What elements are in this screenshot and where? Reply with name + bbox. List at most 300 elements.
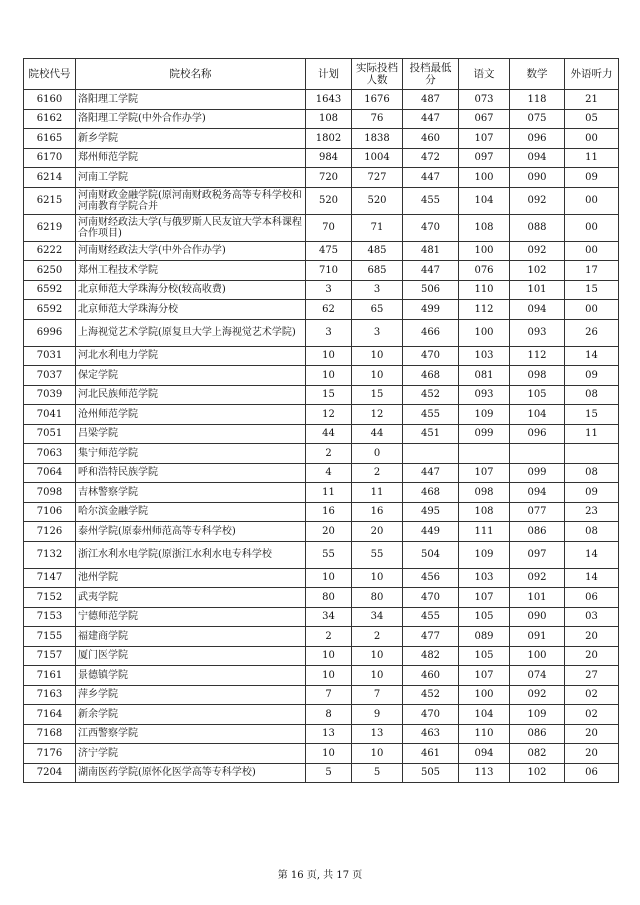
cell-actual: 1838 — [352, 129, 403, 149]
header-row — [24, 59, 619, 90]
cell-listening: 00 — [565, 187, 619, 214]
table-row — [24, 385, 619, 405]
cell-actual: 0 — [352, 444, 403, 464]
cell-listening: 08 — [565, 385, 619, 405]
page-footer: 第 16 页, 共 17 页 — [277, 870, 363, 881]
cell-math: 099 — [510, 463, 565, 483]
cell-plan: 10 — [306, 646, 352, 666]
cell-math: 086 — [510, 724, 565, 744]
cell-actual: 10 — [352, 366, 403, 386]
cell-code: 7204 — [24, 763, 76, 783]
cell-min-score: 470 — [403, 346, 459, 366]
table-row — [24, 744, 619, 764]
cell-actual: 1676 — [352, 90, 403, 110]
cell-min-score — [403, 444, 459, 464]
cell-min-score: 452 — [403, 385, 459, 405]
cell-code: 7039 — [24, 385, 76, 405]
cell-code: 7164 — [24, 705, 76, 725]
cell-actual: 3 — [352, 280, 403, 300]
cell-actual: 80 — [352, 588, 403, 608]
cell-actual: 71 — [352, 214, 403, 241]
cell-actual: 9 — [352, 705, 403, 725]
cell-listening: 09 — [565, 366, 619, 386]
cell-chinese: 094 — [459, 744, 510, 764]
cell-math: 100 — [510, 646, 565, 666]
cell-math: 091 — [510, 627, 565, 647]
cell-code: 7155 — [24, 627, 76, 647]
cell-code: 7063 — [24, 444, 76, 464]
cell-actual: 65 — [352, 300, 403, 320]
cell-listening: 11 — [565, 424, 619, 444]
cell-code: 7037 — [24, 366, 76, 386]
cell-chinese: 073 — [459, 90, 510, 110]
cell-math: 094 — [510, 148, 565, 168]
cell-name: 洛阳理工学院(中外合作办学) — [76, 109, 306, 129]
cell-math: 075 — [510, 109, 565, 129]
table-row — [24, 685, 619, 705]
cell-math: 092 — [510, 685, 565, 705]
cell-name: 景德镇学院 — [76, 666, 306, 686]
cell-actual: 13 — [352, 724, 403, 744]
cell-min-score: 451 — [403, 424, 459, 444]
cell-plan: 984 — [306, 148, 352, 168]
cell-listening: 06 — [565, 763, 619, 783]
cell-name: 浙江水利水电学院(原浙江水利水电专科学校 — [76, 541, 306, 568]
cell-min-score: 463 — [403, 724, 459, 744]
cell-math: 094 — [510, 483, 565, 503]
cell-chinese: 110 — [459, 280, 510, 300]
cell-plan: 5 — [306, 763, 352, 783]
cell-plan: 475 — [306, 241, 352, 261]
cell-code: 6219 — [24, 214, 76, 241]
cell-actual: 485 — [352, 241, 403, 261]
cell-chinese: 081 — [459, 366, 510, 386]
cell-code: 7152 — [24, 588, 76, 608]
cell-plan: 1802 — [306, 129, 352, 149]
cell-listening: 06 — [565, 588, 619, 608]
cell-name: 新乡学院 — [76, 129, 306, 149]
cell-actual: 10 — [352, 646, 403, 666]
table-row — [24, 90, 619, 110]
cell-listening: 20 — [565, 646, 619, 666]
table-row — [24, 148, 619, 168]
table-row — [24, 607, 619, 627]
cell-chinese: 100 — [459, 319, 510, 346]
cell-listening: 20 — [565, 724, 619, 744]
cell-plan: 2 — [306, 627, 352, 647]
cell-plan: 1643 — [306, 90, 352, 110]
cell-plan: 20 — [306, 522, 352, 542]
cell-name: 池州学院 — [76, 568, 306, 588]
cell-chinese: 089 — [459, 627, 510, 647]
table-row — [24, 627, 619, 647]
table-row — [24, 346, 619, 366]
cell-name: 上海视觉艺术学院(原复旦大学上海视觉艺术学院) — [76, 319, 306, 346]
cell-plan: 8 — [306, 705, 352, 725]
cell-min-score: 506 — [403, 280, 459, 300]
cell-chinese: 093 — [459, 385, 510, 405]
cell-name: 北京师范大学珠海分校(较高收费) — [76, 280, 306, 300]
cell-chinese: 100 — [459, 241, 510, 261]
cell-chinese: 107 — [459, 129, 510, 149]
cell-actual: 16 — [352, 502, 403, 522]
cell-min-score: 460 — [403, 129, 459, 149]
header-plan: 计划 — [306, 59, 352, 90]
cell-plan: 34 — [306, 607, 352, 627]
cell-listening: 09 — [565, 168, 619, 188]
cell-code: 7147 — [24, 568, 76, 588]
table-row — [24, 319, 619, 346]
cell-listening: 20 — [565, 627, 619, 647]
cell-plan: 12 — [306, 405, 352, 425]
cell-listening: 05 — [565, 109, 619, 129]
cell-actual: 727 — [352, 168, 403, 188]
cell-chinese: 103 — [459, 346, 510, 366]
cell-chinese: 112 — [459, 300, 510, 320]
cell-name: 哈尔滨金融学院 — [76, 502, 306, 522]
cell-chinese: 108 — [459, 502, 510, 522]
cell-plan: 710 — [306, 261, 352, 281]
cell-chinese — [459, 444, 510, 464]
cell-name: 吉林警察学院 — [76, 483, 306, 503]
cell-min-score: 455 — [403, 187, 459, 214]
cell-name: 郑州工程技术学院 — [76, 261, 306, 281]
cell-math: 101 — [510, 280, 565, 300]
cell-min-score: 447 — [403, 168, 459, 188]
cell-min-score: 455 — [403, 607, 459, 627]
table-row — [24, 763, 619, 783]
cell-listening: 09 — [565, 483, 619, 503]
cell-listening: 14 — [565, 346, 619, 366]
cell-math: 090 — [510, 168, 565, 188]
cell-min-score: 455 — [403, 405, 459, 425]
cell-math: 098 — [510, 366, 565, 386]
cell-actual: 11 — [352, 483, 403, 503]
header-code: 院校代号 — [24, 59, 76, 90]
cell-code: 7098 — [24, 483, 76, 503]
cell-actual: 10 — [352, 568, 403, 588]
cell-name: 宁德师范学院 — [76, 607, 306, 627]
cell-math: 102 — [510, 261, 565, 281]
table-row — [24, 424, 619, 444]
cell-plan: 520 — [306, 187, 352, 214]
cell-plan: 11 — [306, 483, 352, 503]
table-row — [24, 541, 619, 568]
cell-chinese: 104 — [459, 705, 510, 725]
cell-chinese: 103 — [459, 568, 510, 588]
cell-math: 092 — [510, 187, 565, 214]
cell-code: 7161 — [24, 666, 76, 686]
cell-code: 7051 — [24, 424, 76, 444]
header-math: 数学 — [510, 59, 565, 90]
table-row — [24, 109, 619, 129]
cell-plan: 108 — [306, 109, 352, 129]
cell-chinese: 108 — [459, 214, 510, 241]
cell-min-score: 466 — [403, 319, 459, 346]
cell-listening: 21 — [565, 90, 619, 110]
cell-listening: 23 — [565, 502, 619, 522]
cell-actual: 20 — [352, 522, 403, 542]
cell-chinese: 097 — [459, 148, 510, 168]
cell-listening: 00 — [565, 241, 619, 261]
cell-name: 郑州师范学院 — [76, 148, 306, 168]
cell-name: 福建商学院 — [76, 627, 306, 647]
cell-min-score: 447 — [403, 261, 459, 281]
cell-chinese: 100 — [459, 168, 510, 188]
table-row — [24, 187, 619, 214]
table-row — [24, 588, 619, 608]
cell-min-score: 495 — [403, 502, 459, 522]
cell-min-score: 482 — [403, 646, 459, 666]
cell-name: 河南财经政法大学(中外合作办学) — [76, 241, 306, 261]
cell-code: 6996 — [24, 319, 76, 346]
cell-code: 7031 — [24, 346, 76, 366]
cell-plan: 2 — [306, 444, 352, 464]
cell-name: 武夷学院 — [76, 588, 306, 608]
table-body — [24, 90, 619, 783]
cell-listening: 15 — [565, 280, 619, 300]
cell-min-score: 505 — [403, 763, 459, 783]
cell-actual: 7 — [352, 685, 403, 705]
cell-plan: 10 — [306, 366, 352, 386]
header-actual: 实际投档人数 — [352, 59, 403, 90]
cell-plan: 16 — [306, 502, 352, 522]
cell-name: 北京师范大学珠海分校 — [76, 300, 306, 320]
cell-actual: 685 — [352, 261, 403, 281]
table-row — [24, 366, 619, 386]
cell-listening: 00 — [565, 129, 619, 149]
cell-math: 102 — [510, 763, 565, 783]
cell-math: 093 — [510, 319, 565, 346]
cell-code: 7132 — [24, 541, 76, 568]
cell-min-score: 449 — [403, 522, 459, 542]
cell-name: 新余学院 — [76, 705, 306, 725]
cell-name: 洛阳理工学院 — [76, 90, 306, 110]
cell-listening: 03 — [565, 607, 619, 627]
cell-min-score: 468 — [403, 366, 459, 386]
cell-actual: 2 — [352, 463, 403, 483]
cell-chinese: 104 — [459, 187, 510, 214]
table-row — [24, 214, 619, 241]
table-row — [24, 502, 619, 522]
cell-chinese: 076 — [459, 261, 510, 281]
header-chinese: 语文 — [459, 59, 510, 90]
table-row — [24, 129, 619, 149]
cell-name: 保定学院 — [76, 366, 306, 386]
cell-code: 7168 — [24, 724, 76, 744]
cell-actual: 55 — [352, 541, 403, 568]
cell-math: 104 — [510, 405, 565, 425]
cell-plan: 13 — [306, 724, 352, 744]
cell-min-score: 456 — [403, 568, 459, 588]
cell-chinese: 109 — [459, 405, 510, 425]
cell-math: 082 — [510, 744, 565, 764]
cell-math: 118 — [510, 90, 565, 110]
cell-code: 7064 — [24, 463, 76, 483]
table-row — [24, 300, 619, 320]
cell-min-score: 487 — [403, 90, 459, 110]
cell-code: 6222 — [24, 241, 76, 261]
cell-math: 109 — [510, 705, 565, 725]
header-listening: 外语听力 — [565, 59, 619, 90]
cell-math: 094 — [510, 300, 565, 320]
cell-actual: 10 — [352, 744, 403, 764]
cell-math: 105 — [510, 385, 565, 405]
cell-actual: 3 — [352, 319, 403, 346]
cell-plan: 7 — [306, 685, 352, 705]
table-row — [24, 568, 619, 588]
cell-chinese: 105 — [459, 607, 510, 627]
cell-code: 6160 — [24, 90, 76, 110]
cell-name: 河南财经政法大学(与俄罗斯人民友谊大学本科课程合作项目) — [76, 214, 306, 241]
cell-plan: 80 — [306, 588, 352, 608]
cell-listening — [565, 444, 619, 464]
cell-plan: 70 — [306, 214, 352, 241]
cell-plan: 4 — [306, 463, 352, 483]
cell-chinese: 067 — [459, 109, 510, 129]
cell-actual: 34 — [352, 607, 403, 627]
cell-code: 7176 — [24, 744, 76, 764]
cell-chinese: 098 — [459, 483, 510, 503]
cell-listening: 11 — [565, 148, 619, 168]
table-row — [24, 168, 619, 188]
cell-name: 萍乡学院 — [76, 685, 306, 705]
cell-chinese: 109 — [459, 541, 510, 568]
table-row — [24, 522, 619, 542]
cell-code: 6250 — [24, 261, 76, 281]
cell-listening: 26 — [565, 319, 619, 346]
table-row — [24, 724, 619, 744]
cell-min-score: 477 — [403, 627, 459, 647]
cell-name: 集宁师范学院 — [76, 444, 306, 464]
cell-listening: 27 — [565, 666, 619, 686]
cell-code: 7157 — [24, 646, 76, 666]
cell-math: 077 — [510, 502, 565, 522]
header-name: 院校名称 — [76, 59, 306, 90]
cell-chinese: 110 — [459, 724, 510, 744]
cell-chinese: 099 — [459, 424, 510, 444]
cell-math: 112 — [510, 346, 565, 366]
cell-chinese: 113 — [459, 763, 510, 783]
cell-plan: 10 — [306, 568, 352, 588]
cell-code: 7163 — [24, 685, 76, 705]
cell-plan: 55 — [306, 541, 352, 568]
cell-plan: 10 — [306, 346, 352, 366]
cell-code: 6592 — [24, 280, 76, 300]
cell-code: 6592 — [24, 300, 76, 320]
cell-math: 092 — [510, 568, 565, 588]
admission-table — [23, 58, 619, 783]
cell-listening: 00 — [565, 300, 619, 320]
cell-actual: 15 — [352, 385, 403, 405]
cell-chinese: 105 — [459, 646, 510, 666]
cell-math: 074 — [510, 666, 565, 686]
table-row — [24, 444, 619, 464]
cell-name: 河北民族师范学院 — [76, 385, 306, 405]
cell-plan: 10 — [306, 744, 352, 764]
cell-name: 湖南医药学院(原怀化医学高等专科学校) — [76, 763, 306, 783]
cell-listening: 20 — [565, 744, 619, 764]
cell-listening: 02 — [565, 705, 619, 725]
table-row — [24, 241, 619, 261]
table-row — [24, 463, 619, 483]
table-row — [24, 280, 619, 300]
cell-name: 河南工学院 — [76, 168, 306, 188]
cell-code: 6162 — [24, 109, 76, 129]
cell-actual: 12 — [352, 405, 403, 425]
cell-listening: 17 — [565, 261, 619, 281]
cell-plan: 15 — [306, 385, 352, 405]
cell-code: 7126 — [24, 522, 76, 542]
cell-min-score: 461 — [403, 744, 459, 764]
cell-name: 吕梁学院 — [76, 424, 306, 444]
cell-plan: 3 — [306, 280, 352, 300]
table-row — [24, 705, 619, 725]
cell-name: 河南财政金融学院(原河南财政税务高等专科学校和河南教育学院合并 — [76, 187, 306, 214]
cell-min-score: 481 — [403, 241, 459, 261]
table-row — [24, 483, 619, 503]
cell-listening: 02 — [565, 685, 619, 705]
cell-code: 7106 — [24, 502, 76, 522]
cell-min-score: 452 — [403, 685, 459, 705]
table-row — [24, 666, 619, 686]
cell-plan: 44 — [306, 424, 352, 444]
cell-actual: 2 — [352, 627, 403, 647]
cell-code: 7153 — [24, 607, 76, 627]
cell-name: 呼和浩特民族学院 — [76, 463, 306, 483]
cell-chinese: 100 — [459, 685, 510, 705]
cell-actual: 10 — [352, 346, 403, 366]
cell-listening: 00 — [565, 214, 619, 241]
cell-plan: 720 — [306, 168, 352, 188]
cell-actual: 44 — [352, 424, 403, 444]
cell-code: 6170 — [24, 148, 76, 168]
header-min-score: 投档最低分 — [403, 59, 459, 90]
cell-listening: 14 — [565, 568, 619, 588]
cell-math: 096 — [510, 424, 565, 444]
cell-chinese: 107 — [459, 463, 510, 483]
cell-name: 厦门医学院 — [76, 646, 306, 666]
table-row — [24, 261, 619, 281]
cell-listening: 14 — [565, 541, 619, 568]
cell-plan: 3 — [306, 319, 352, 346]
cell-code: 7041 — [24, 405, 76, 425]
cell-min-score: 499 — [403, 300, 459, 320]
cell-listening: 08 — [565, 463, 619, 483]
cell-plan: 62 — [306, 300, 352, 320]
table-row — [24, 646, 619, 666]
cell-math: 097 — [510, 541, 565, 568]
cell-math: 086 — [510, 522, 565, 542]
cell-math — [510, 444, 565, 464]
cell-math: 101 — [510, 588, 565, 608]
cell-math: 096 — [510, 129, 565, 149]
table-row — [24, 405, 619, 425]
cell-min-score: 504 — [403, 541, 459, 568]
cell-min-score: 470 — [403, 705, 459, 725]
cell-actual: 76 — [352, 109, 403, 129]
cell-name: 沧州师范学院 — [76, 405, 306, 425]
cell-chinese: 111 — [459, 522, 510, 542]
cell-min-score: 447 — [403, 109, 459, 129]
cell-min-score: 470 — [403, 588, 459, 608]
cell-min-score: 472 — [403, 148, 459, 168]
cell-code: 6215 — [24, 187, 76, 214]
cell-min-score: 468 — [403, 483, 459, 503]
cell-math: 090 — [510, 607, 565, 627]
cell-name: 济宁学院 — [76, 744, 306, 764]
cell-actual: 520 — [352, 187, 403, 214]
